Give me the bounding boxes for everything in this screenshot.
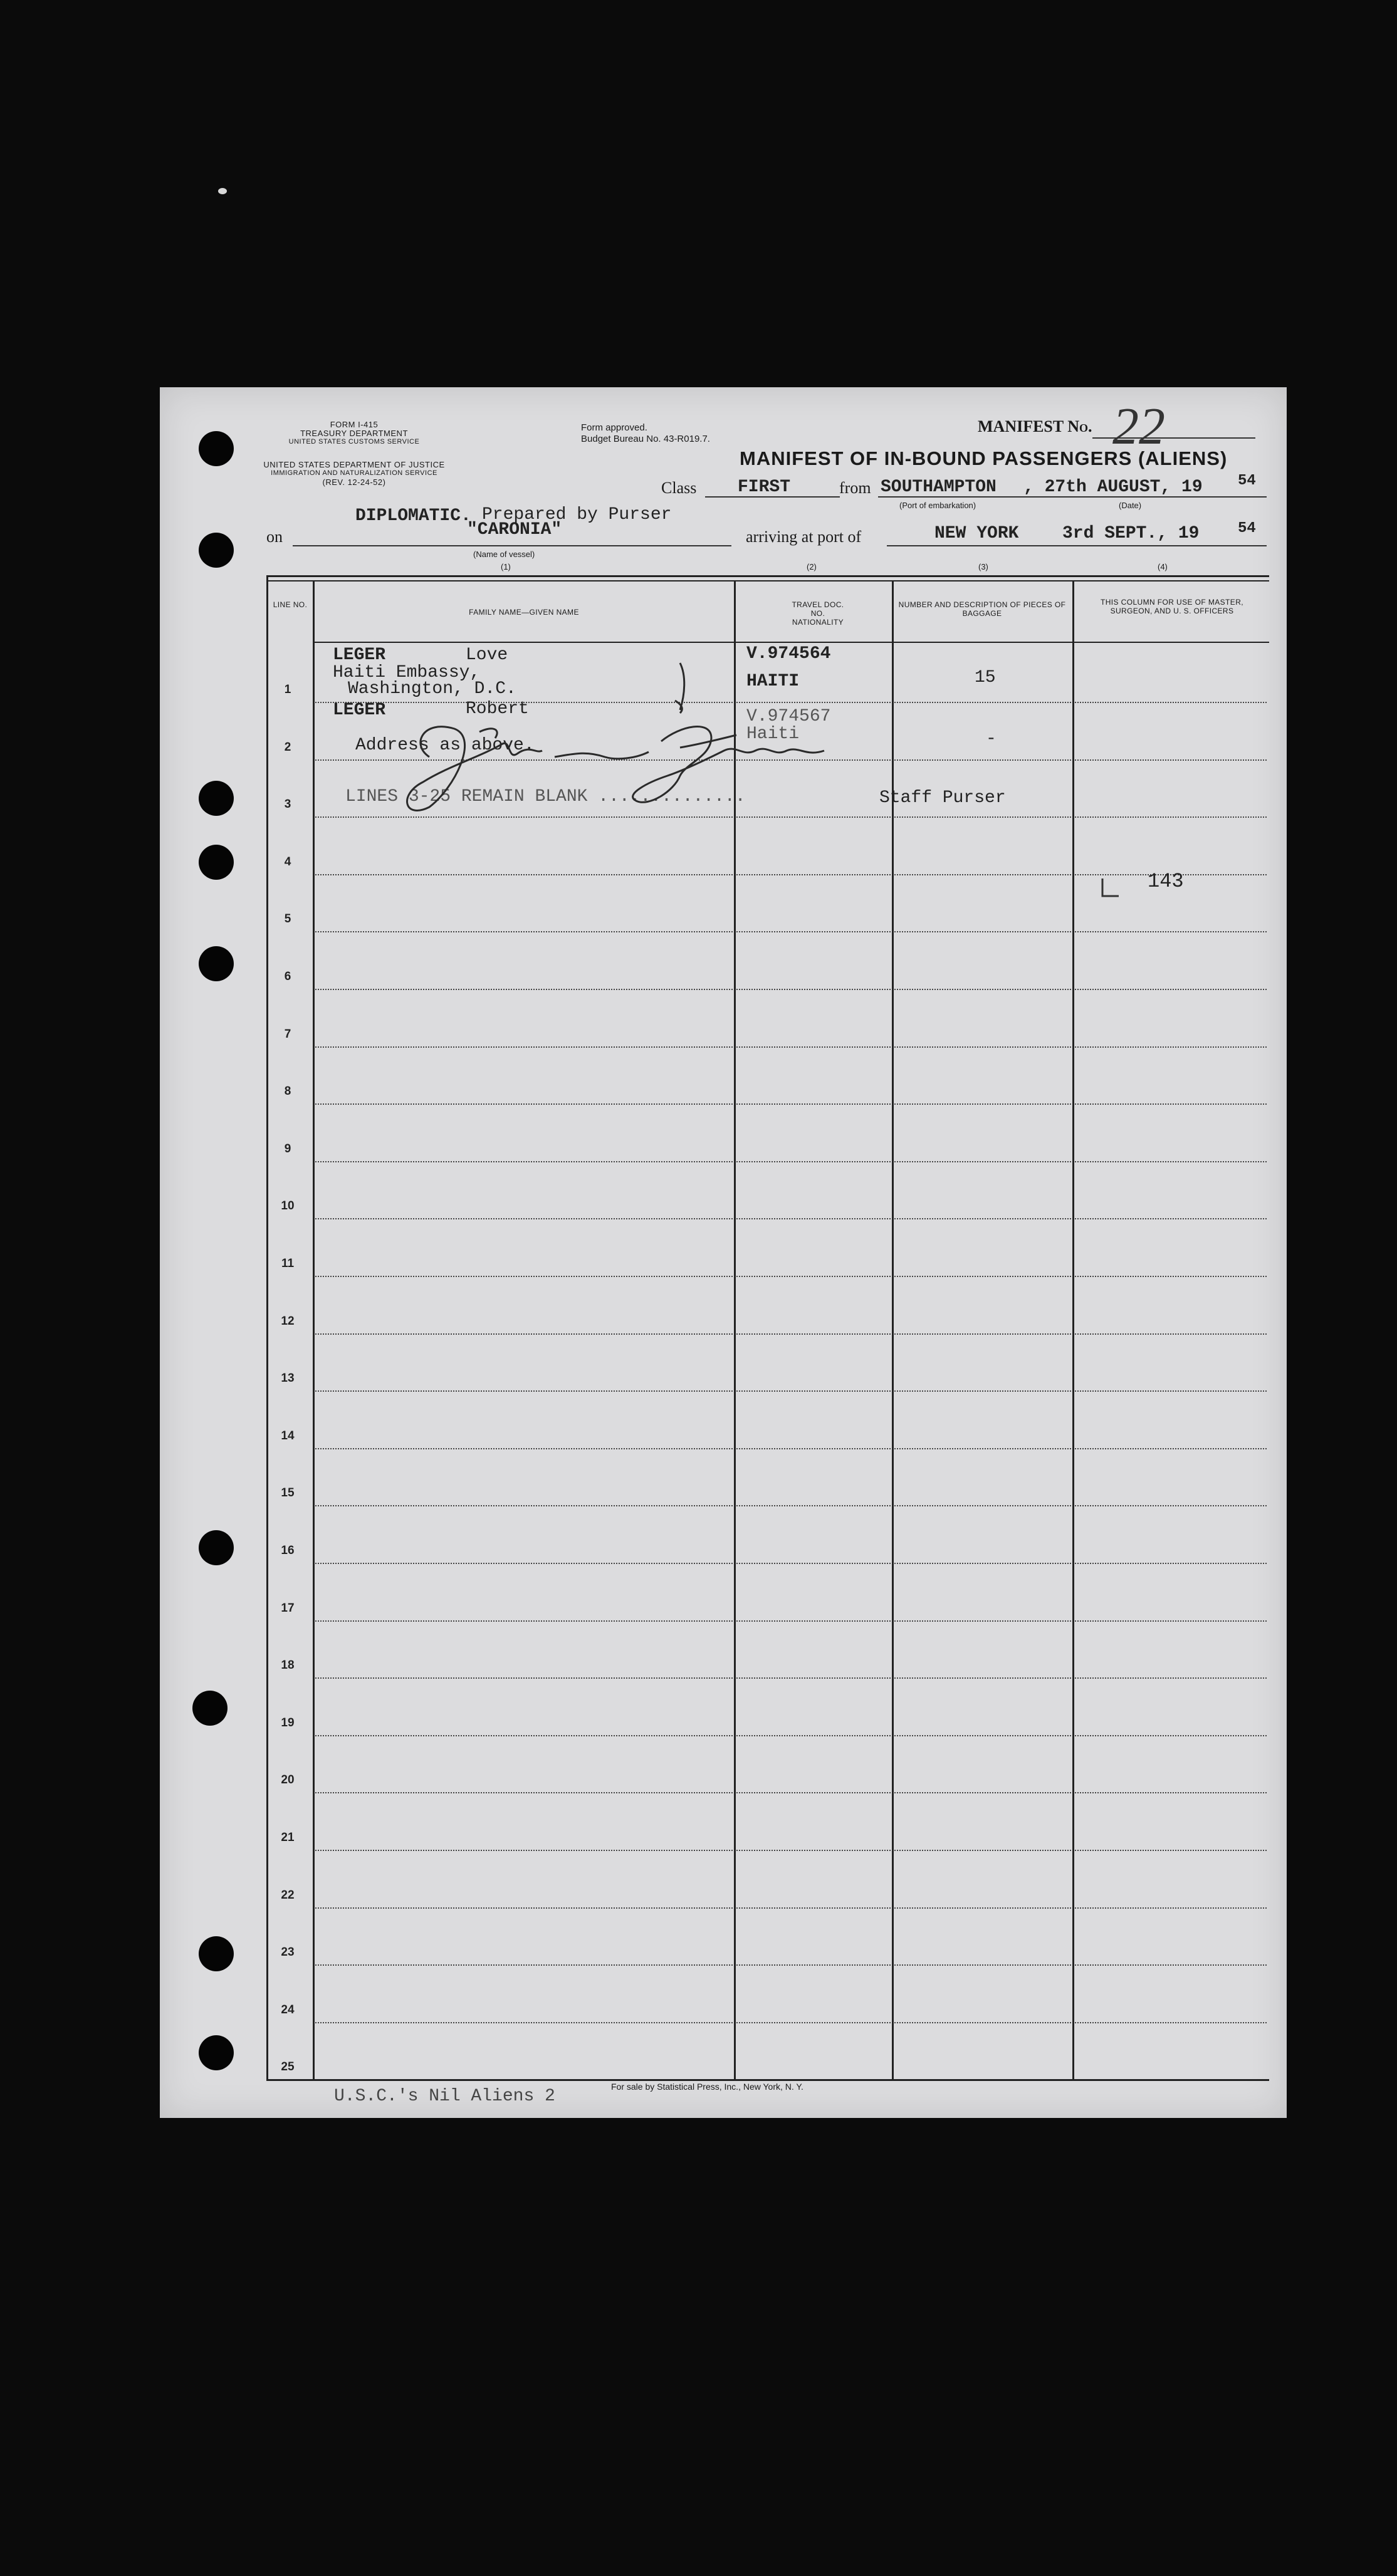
table-left-border [266,575,268,2080]
row-rule [736,1907,891,1909]
manifest-title: MANIFEST OF IN-BOUND PASSENGERS (ALIENS) [740,447,1228,469]
arrival-year: 54 [1238,520,1256,537]
entry-2-given: Robert [466,699,529,719]
manifest-page [160,387,1287,2118]
row-rule [894,1333,1071,1335]
row-rule [1075,1850,1267,1851]
entry-1-family: LEGER [333,645,386,665]
row-rule [894,931,1071,932]
row-rule [894,1677,1071,1679]
officer-tick-mark [1100,876,1125,901]
row-number: 17 [281,1601,295,1615]
row-number: 4 [284,855,291,868]
row-rule [315,1792,733,1793]
row-number: 13 [281,1372,295,1385]
row-rule [736,1792,891,1793]
row-rule [1075,931,1267,932]
table-top-border [266,575,1269,577]
row-rule [315,874,733,875]
row-rule [894,1792,1071,1793]
row-number: 2 [284,740,291,754]
row-rule [894,1907,1071,1909]
row-number: 25 [281,2060,295,2074]
staff-purser: Staff Purser [879,788,1006,808]
row-number: 12 [281,1314,295,1328]
row-rule [894,1620,1071,1622]
row-number: 18 [281,1659,295,1672]
speck [218,188,227,194]
row-rule [736,2022,891,2023]
row-rule [1075,759,1267,761]
row-rule [1075,1276,1267,1277]
row-rule [315,989,733,990]
embarkation-date: , 27th AUGUST, 19 [1023,477,1203,497]
row-rule [1075,1505,1267,1506]
col-divider-line [313,580,315,2080]
officer-note: 143 [1148,870,1184,893]
row-rule [315,1850,733,1851]
entry-2-address: Address as above. [355,736,535,755]
row-rule [736,1161,891,1162]
row-number: 9 [284,1142,291,1155]
on-label: on [266,528,283,546]
row-rule [1075,1046,1267,1048]
row-rule [315,1218,733,1219]
row-rule [315,1735,733,1736]
row-number: 8 [284,1085,291,1098]
punch-hole [199,2035,234,2070]
col-number-4: (4) [1158,562,1168,571]
row-rule [894,1161,1071,1162]
row-number: 16 [281,1544,295,1557]
form-number: FORM I-415 [330,420,379,429]
row-number: 10 [281,1199,295,1213]
row-rule [894,1850,1071,1851]
entry-2-doc-no: V.974567 [746,707,831,726]
customs-service: UNITED STATES CUSTOMS SERVICE [288,438,420,446]
row-rule [1075,2022,1267,2023]
col-number-3: (3) [978,562,988,571]
row-rule [1075,1735,1267,1736]
punch-hole [199,533,234,568]
vessel-line [293,545,731,546]
row-number: 11 [281,1257,295,1270]
entry-1-given: Love [466,645,508,665]
blank-lines-note: LINES 3-25 REMAIN BLANK .............. [345,787,746,806]
row-number: 15 [281,1486,295,1500]
row-rule [736,1505,891,1506]
row-rule [736,1333,891,1335]
row-rule [1075,702,1267,703]
punch-hole [192,1691,228,1726]
row-rule [736,1735,891,1736]
row-number: 5 [284,912,291,926]
punch-hole [199,1936,234,1971]
revision: (REV. 12-24-52) [322,477,386,487]
row-rule [315,1620,733,1622]
row-rule [894,816,1071,818]
prepared-by: Prepared by Purser [482,505,672,524]
row-rule [315,1103,733,1105]
from-label: from [839,479,871,497]
row-rule [1075,1563,1267,1564]
printer-note: For sale by Statistical Press, Inc., New York, N. Y. [611,2082,803,2092]
arrival-line [887,545,1267,546]
entry-1-baggage: 15 [975,668,996,687]
row-rule [736,1218,891,1219]
row-number: 22 [281,1888,295,1902]
row-rule [1075,1390,1267,1392]
ins-service: IMMIGRATION AND NATURALIZATION SERVICE [271,469,437,477]
row-number: 3 [284,798,291,811]
manifest-number: 22 [1112,397,1165,456]
row-rule [736,1677,891,1679]
punch-hole [199,845,234,880]
punch-hole [199,431,234,466]
entry-2-baggage: - [986,729,997,749]
row-rule [736,1103,891,1105]
entry-2-nationality: Haiti [746,724,800,744]
row-rule [1075,1964,1267,1966]
entry-1-address-1: Haiti Embassy, [333,663,481,682]
row-rule [736,1620,891,1622]
row-number: 21 [281,1831,295,1844]
row-rule [894,1390,1071,1392]
row-rule [315,1448,733,1449]
row-rule [315,2022,733,2023]
row-rule [315,1333,733,1335]
row-number: 14 [281,1429,295,1442]
header-line-no: LINE NO. [273,600,308,609]
row-rule [894,874,1071,875]
justice-dept: UNITED STATES DEPARTMENT OF JUSTICE [263,460,445,469]
row-number: 19 [281,1716,295,1729]
header-baggage: NUMBER AND DESCRIPTION OF PIECES OF BAGGAGE [898,600,1066,618]
row-rule [1075,1161,1267,1162]
row-rule [736,1276,891,1277]
row-rule [894,702,1071,703]
row-rule [315,1046,733,1048]
row-rule [894,989,1071,990]
budget-bureau: Budget Bureau No. 43-R019.7. [581,434,710,444]
col-divider-baggage [1072,580,1074,2080]
row-number: 6 [284,970,291,983]
row-rule [315,1505,733,1506]
row-rule [736,1964,891,1966]
row-rule [1075,1218,1267,1219]
row-rule [894,1964,1071,1966]
col-number-1: (1) [501,562,511,571]
row-number: 23 [281,1946,295,1959]
header-officers: THIS COLUMN FOR USE OF MASTER, SURGEON, AND U. S. OFFICERS [1100,598,1243,615]
row-rule [894,1448,1071,1449]
entry-2-family: LEGER [333,701,386,720]
row-rule [894,1218,1071,1219]
row-rule [1075,1792,1267,1793]
row-rule [736,931,891,932]
table-bottom-border [266,2079,1269,2081]
row-rule [736,1563,891,1564]
row-rule [736,1046,891,1048]
row-rule [736,989,891,990]
manifest-label: MANIFEST No. [978,417,1092,435]
row-rule [736,874,891,875]
row-rule [1075,816,1267,818]
col-number-2: (2) [807,562,817,571]
row-rule [736,1390,891,1392]
date-caption: (Date) [1119,501,1142,510]
row-rule [1075,1448,1267,1449]
arrival-port: NEW YORK [934,524,1019,543]
row-rule [1075,1907,1267,1909]
row-rule [1075,1620,1267,1622]
row-rule [894,1103,1071,1105]
row-rule [1075,1333,1267,1335]
row-rule [315,931,733,932]
row-rule [894,1505,1071,1506]
table-top-border-inner [266,580,1269,581]
arriving-label: arriving at port of [746,528,862,546]
entry-1-nationality: HAITI [746,672,800,691]
class-value: FIRST [738,477,791,497]
row-number: 24 [281,2003,295,2016]
diplomatic-label: DIPLOMATIC. [355,506,471,526]
row-rule [1075,1677,1267,1679]
vessel-name: "CARONIA" [467,520,562,540]
punch-hole [199,1530,234,1565]
row-rule [894,1735,1071,1736]
punch-hole [199,781,234,816]
entry-1-doc-no: V.974564 [746,644,831,664]
row-rule [315,1390,733,1392]
row-rule [315,1161,733,1162]
form-approved: Form approved. [581,422,647,433]
row-rule [315,1276,733,1277]
header-travel: TRAVEL DOC. NO. NATIONALITY [792,600,844,627]
row-number: 20 [281,1773,295,1787]
row-rule [894,1046,1071,1048]
arrival-date: 3rd SEPT., 19 [1062,524,1200,543]
embarkation-port: SOUTHAMPTON [881,477,997,497]
row-rule [894,1563,1071,1564]
row-rule [736,1448,891,1449]
entry-1-address-2: Washington, D.C. [348,679,516,699]
uscs-note: U.S.C.'s Nil Aliens 2 [334,2087,555,2106]
row-rule [736,1850,891,1851]
row-rule [315,1677,733,1679]
row-number: 1 [284,683,291,696]
row-rule [315,1563,733,1564]
header-bottom-line [313,642,1269,643]
row-rule [315,1907,733,1909]
embarkation-year: 54 [1238,472,1256,489]
row-rule [1075,989,1267,990]
header-name: FAMILY NAME—GIVEN NAME [469,608,579,617]
row-rule [894,2022,1071,2023]
class-label: Class [661,479,697,497]
port-caption: (Port of embarkation) [899,501,976,510]
punch-hole [199,946,234,981]
row-rule [894,1276,1071,1277]
purser-signature [385,650,899,851]
row-number: 7 [284,1027,291,1041]
treasury-dept: TREASURY DEPARTMENT [300,429,408,438]
row-rule [894,759,1071,761]
vessel-caption: (Name of vessel) [473,550,535,559]
row-rule [1075,1103,1267,1105]
row-rule [315,1964,733,1966]
